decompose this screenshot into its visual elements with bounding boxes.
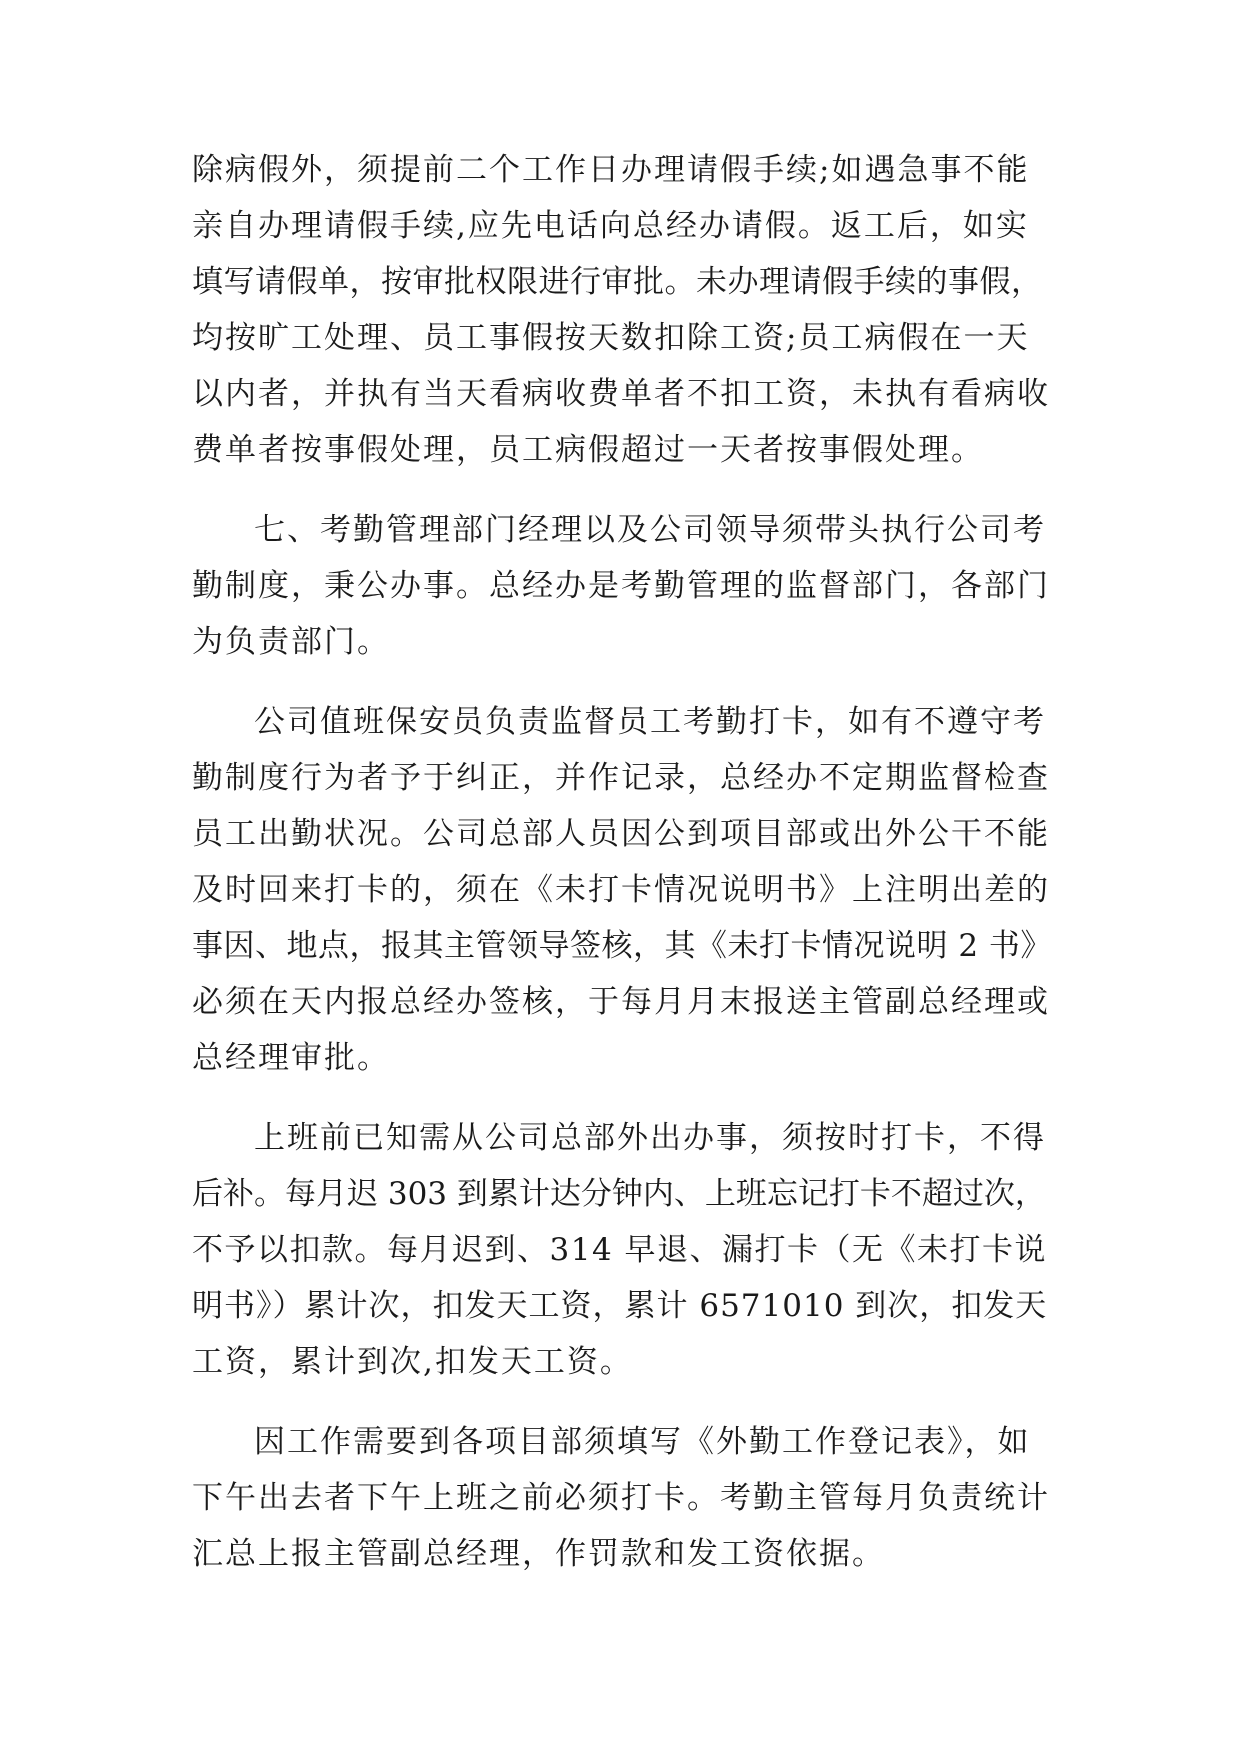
text-line: 填写请假单，按审批权限进行审批。未办理请假手续的事假， — [192, 264, 1043, 300]
text-line: 不予以扣款。每月迟到、314 早退、漏打卡（无《未打卡说 — [192, 1232, 1048, 1268]
text-line: 员工出勤状况。公司总部人员因公到项目部或出外公干不能 — [192, 816, 1050, 852]
text-line: 勤制度行为者予于纠正，并作记录，总经办不定期监督检查 — [192, 760, 1050, 796]
text-line: 总经理审批。 — [192, 1040, 390, 1076]
text-line: 后补。每月迟 303 到累计达分钟内、上班忘记打卡不超过次， — [192, 1176, 1046, 1212]
paragraph-first-line: 因工作需要到各项目部须填写《外勤工作登记表》，如 — [254, 1424, 1031, 1460]
paragraph-first-line: 七、考勤管理部门经理以及公司领导须带头执行公司考 — [254, 512, 1046, 548]
text-line: 及时回来打卡的，须在《未打卡情况说明书》上注明出差的 — [192, 872, 1050, 908]
text-line: 以内者，并执有当天看病收费单者不扣工资，未执有看病收 — [192, 376, 1050, 412]
text-line: 均按旷工处理、员工事假按天数扣除工资;员工病假在一天 — [192, 320, 1030, 356]
text-line: 下午出去者下午上班之前必须打卡。考勤主管每月负责统计 — [192, 1480, 1050, 1516]
text-line: 为负责部门。 — [192, 624, 390, 660]
text-line: 必须在天内报总经办签核，于每月月末报送主管副总经理或 — [192, 984, 1050, 1020]
text-line: 明书》）累计次，扣发天工资，累计 6571010 到次，扣发天 — [192, 1288, 1048, 1324]
paragraph-first-line: 上班前已知需从公司总部外出办事，须按时打卡，不得 — [254, 1120, 1046, 1156]
paragraph-first-line: 公司值班保安员负责监督员工考勤打卡，如有不遵守考 — [254, 704, 1046, 740]
text-line: 汇总上报主管副总经理，作罚款和发工资依据。 — [192, 1536, 885, 1572]
text-line: 除病假外，须提前二个工作日办理请假手续;如遇急事不能 — [192, 152, 1030, 188]
text-line: 事因、地点，报其主管领导签核，其《未打卡情况说明 2 书》 — [192, 928, 1052, 964]
text-line: 工资，累计到次,扣发天工资。 — [192, 1344, 633, 1380]
text-line: 亲自办理请假手续,应先电话向总经办请假。返工后，如实 — [192, 208, 1029, 244]
text-line: 费单者按事假处理，员工病假超过一天者按事假处理。 — [192, 432, 984, 468]
text-line: 勤制度，秉公办事。总经办是考勤管理的监督部门，各部门 — [192, 568, 1050, 604]
